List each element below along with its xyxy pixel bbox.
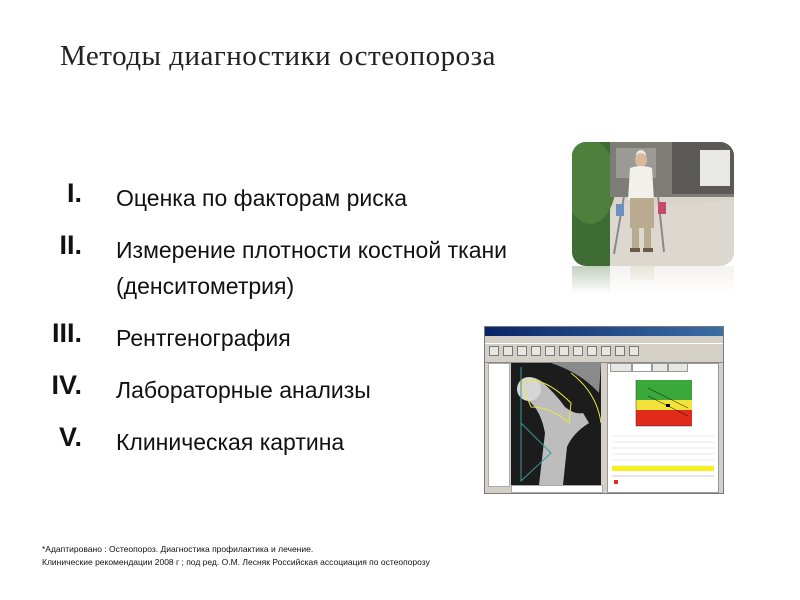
footnote-line: *Адаптировано : Остеопороз. Диагностика профилактика и лечение. (42, 544, 314, 554)
list-item (0, 178, 600, 230)
list-item (0, 230, 600, 318)
roman-numeral: I. (66, 178, 82, 208)
footnote-line: Клинические рекомендации 2008 г ; под ред. О.М. Лесняк Российская ассоциация по остеопорозу (42, 557, 430, 567)
toolbar-icon (545, 346, 555, 356)
tab (632, 363, 652, 372)
results-panel (607, 363, 719, 493)
window-titlebar (485, 327, 723, 336)
toolbar-icon (531, 346, 541, 356)
page-title: Методы диагностики остеопороза (60, 40, 496, 72)
reflection-graphic (572, 266, 734, 294)
photo-reflection (572, 266, 734, 294)
status-strip (511, 485, 603, 493)
tab (668, 363, 688, 372)
side-ruler (488, 363, 510, 487)
photo-elderly-woman (572, 142, 734, 266)
toolbar-icon (489, 346, 499, 356)
roman-numeral: V. (58, 422, 82, 452)
method-text: Оценка по факторам риска (116, 185, 408, 211)
source-footnote (42, 543, 430, 569)
window-menubar (485, 336, 723, 343)
roman-numeral: IV. (51, 370, 82, 400)
toolbar-icon (559, 346, 569, 356)
tab (610, 363, 632, 372)
walking-woman-illustration (572, 142, 734, 266)
tab (652, 363, 668, 372)
toolbar-icon (615, 346, 625, 356)
window-toolbar (485, 343, 723, 363)
toolbar-icon (503, 346, 513, 356)
hip-xray-image (511, 363, 601, 485)
method-text: Клиническая картина (116, 429, 345, 455)
method-text: Лабораторные анализы (116, 377, 371, 403)
method-text: Рентгенография (116, 325, 291, 351)
roman-numeral: II. (59, 230, 82, 260)
roman-numeral: III. (51, 318, 82, 348)
toolbar-icon (573, 346, 583, 356)
method-text: Измерение плотности костной ткани (денситометрия) (116, 237, 508, 299)
toolbar-icon (601, 346, 611, 356)
densitometry-screenshot (484, 326, 724, 494)
femur-xray-graphic (511, 363, 601, 485)
tscore-chart-graphic (608, 372, 718, 492)
toolbar-icon (517, 346, 527, 356)
toolbar-icon (587, 346, 597, 356)
toolbar-icon (629, 346, 639, 356)
